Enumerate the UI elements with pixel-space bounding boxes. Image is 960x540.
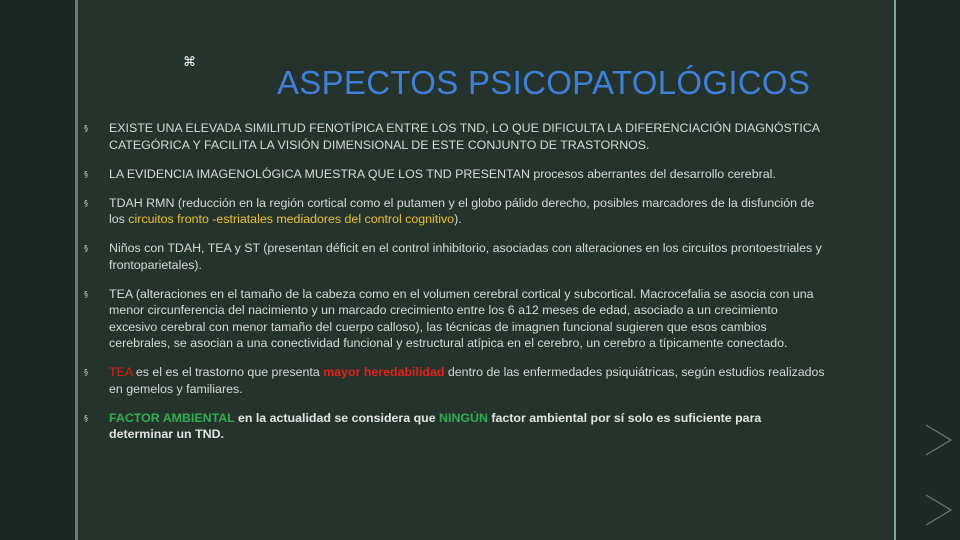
list-item [84,120,826,153]
list-item [84,286,826,352]
bullet-text: Niños con TDAH, TEA y ST (presentan déficit en el control inhibitorio, asociadas con alteraciones en los circuitos prontoestriales y frontoparietales). [109,241,822,272]
list-item [84,195,826,228]
bullet-list [84,120,826,455]
right-decorative-band [894,0,960,540]
bullet-text: en la actualidad se considera que [234,410,440,425]
highlighted-text: FACTOR AMBIENTAL [109,410,235,425]
bullet-text: TDAH RMN (reducción en la región cortical como el putamen y el globo pálido derecho, posibles marcadores de la disfunción de los [109,195,815,226]
highlighted-text: mayor heredabilidad [323,365,445,379]
list-item [84,166,826,183]
bullet-icon: § [84,289,88,299]
bullet-text: es el es el trastorno que presenta [132,365,324,379]
bullet-icon: § [84,169,88,179]
list-item [84,240,826,273]
bullet-text: LA EVIDENCIA IMAGENOLÓGICA MUESTRA QUE LOS TND PRESENTAN procesos aberrantes del desarrollo cerebral. [109,166,776,181]
bullet-text: TEA (alteraciones en el tamaño de la cabeza como en el volumen cerebral cortical y subcortical. Macrocefalia se asocia con una menor circunferencia del nacimiento y un marcado crecimiento entre los 6 a12 meses de edad, asociado a un crecimiento excesivo cerebral con menor tamaño del cuerpo calloso), las técnicas de imagnen funcional sugieren que esos cambios cerebrales, se asocian a una conectividad funcional y estructural atípica en el cerebro, un cerebro a típicamente conectado. [109,286,814,350]
bullet-icon: § [84,124,88,133]
bullet-text: EXISTE UNA ELEVADA SIMILITUD FENOTÍPICA ENTRE LOS TND, LO QUE DIFICULTA LA DIFERENCIACIÓN DIAGNÓSTICA CATEGÓRICA Y FACILITA LA VISIÓN DIMENSIONAL DE ESTE CONJUNTO DE TRASTORNOS. [109,121,820,152]
chevron-decoration-icon [896,0,960,540]
bullet-text: ). [454,212,462,226]
slide-title: ASPECTOS PSICOPATOLÓGICOS [277,64,811,101]
bullet-text: factor ambiental por sí solo es suficiente para determinar un TND. [109,410,762,441]
bullet-text: dentro de las enfermedades psiquiátricas, según estudios realizados en gemelos y familiares. [109,365,825,396]
bullet-icon: § [84,244,88,253]
bullet-icon: § [84,413,88,423]
highlighted-text: TEA [109,365,133,379]
list-item [84,364,826,397]
highlighted-text: NINGÚN [439,410,488,425]
highlighted-text: circuitos fronto -estriatales mediadores del control cognitivo [128,212,455,226]
bullet-icon: § [84,198,88,208]
z-logo-icon: ⌘ [183,55,196,70]
list-item [84,410,826,443]
bullet-icon: § [84,368,88,377]
